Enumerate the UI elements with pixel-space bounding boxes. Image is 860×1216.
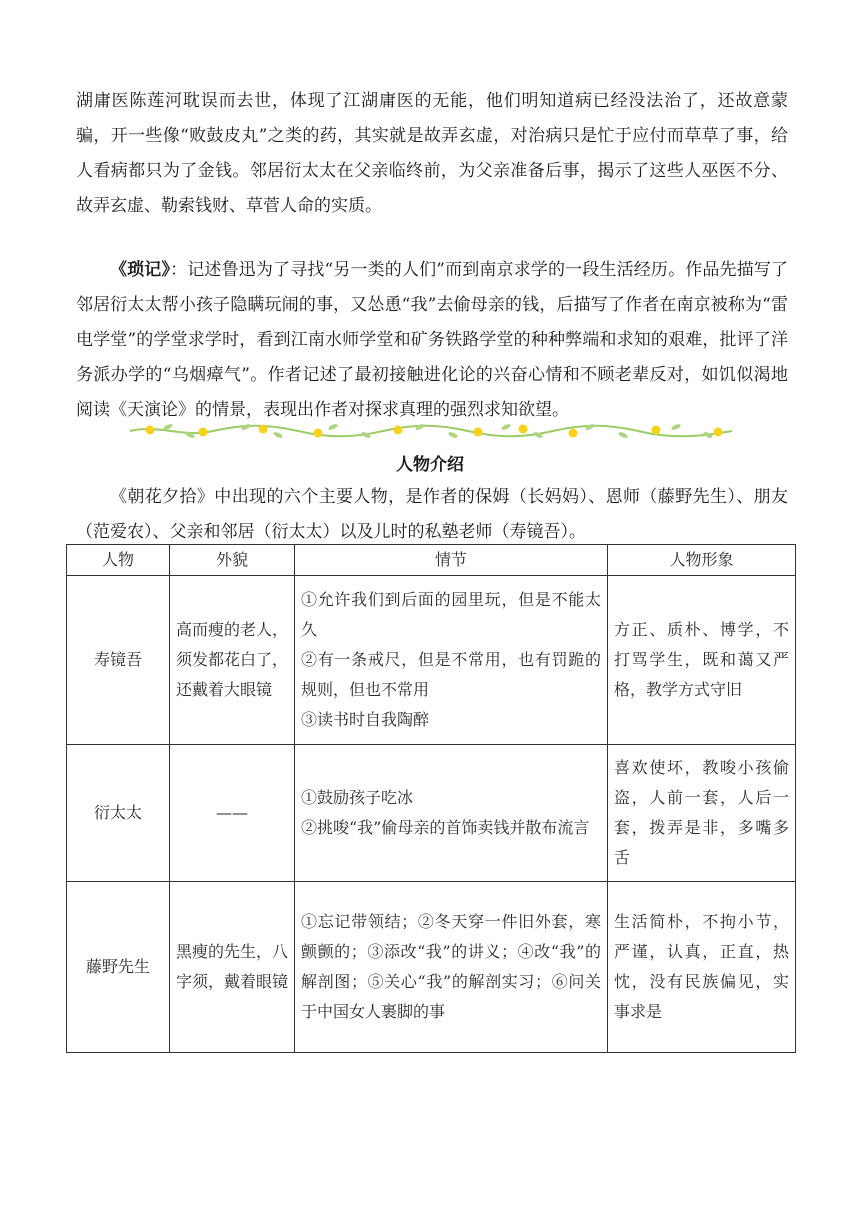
cell-image: 喜欢使坏，教唆小孩偷盗，人前一套，人后一套，拨弄是非，多嘴多舌: [608, 745, 796, 882]
plot-item: ②有一条戒尺，但是不常用，也有罚跪的规则，但也不常用: [301, 650, 601, 699]
cell-name: 衍太太: [67, 745, 170, 882]
cell-plot: [295, 882, 608, 1053]
table-row: [67, 576, 796, 745]
plot-item: ②挑唆“我”偷母亲的首饰卖钱并散布流言: [301, 818, 590, 837]
header-image: 人物形象: [608, 545, 796, 576]
vine-flower-divider-icon: [128, 420, 734, 442]
table-row: [67, 745, 796, 882]
section-intro: 《朝花夕拾》中出现的六个主要人物，是作者的保姆（长妈妈）、恩师（藤野先生）、朋友（范爱农）、父亲和邻居（衍太太）以及儿时的私塾老师（寿镜吾）。: [76, 487, 788, 542]
section-title: 人物介绍: [396, 455, 464, 475]
paragraph-suoji: [76, 253, 788, 428]
plot-item: ①允许我们到后面的园里玩，但是不能太久: [301, 590, 601, 639]
cell-looks: 黑瘦的先生，八字须，戴着眼镜: [170, 882, 295, 1053]
character-table: [66, 544, 796, 1053]
cell-name: 藤野先生: [67, 882, 170, 1053]
table-row: [67, 882, 796, 1053]
cell-looks: 高而瘦的老人，须发都花白了，还戴着大眼镜: [170, 576, 295, 745]
plot-item: ③读书时自我陶醉: [301, 710, 430, 729]
plot-item: ①鼓励孩子吃冰: [301, 788, 414, 807]
header-name: 人物: [67, 545, 170, 576]
paragraph-doctor: 湖庸医陈莲河耽误而去世，体现了江湖庸医的无能，他们明知道病已经没法治了，还故意蒙骗，开一些像“败鼓皮丸”之类的药，其实就是故弄玄虚，对治病只是忙于应付而草草了事，给人看病都只为了金钱。邻居衍太太在父亲临终前，为父亲准备后事，揭示了这些人巫医不分、故弄玄虚、勒索钱财、草菅人命的实质。: [76, 91, 788, 216]
cell-image: 生活简朴，不拘小节，严谨，认真，正直，热忱，没有民族偏见，实事求是: [608, 882, 796, 1053]
header-looks: 外貌: [170, 545, 295, 576]
suoji-body: ：记述鲁迅为了寻找“另一类的人们”而到南京求学的一段生活经历。作品先描写了邻居衍太太帮小孩子隐瞒玩闹的事，又怂恿“我”去偷母亲的钱，后描写了作者在南京被称为“雷电学堂”的学堂求学时，看到江南水师学堂和矿务铁路学堂的种种弊端和求知的艰难，批评了洋务派办学的“乌烟瘴气”。作者记述了最初接触进化论的兴奋心情和不顾老辈反对，如饥似渴地阅读《天演论》的情景，表现出作者对探求真理的强烈求知欲望。: [76, 260, 789, 420]
header-plot: 情节: [295, 545, 608, 576]
plot-item: ①忘记带领结；②冬天穿一件旧外套，寒颤颤的；③添改“我”的讲义；④改“我”的解剖图；⑤关心“我”的解剖实习；⑥问关于中国女人裹脚的事: [301, 912, 601, 1021]
cell-looks: ——: [170, 745, 295, 882]
cell-image: 方正、质朴、博学，不打骂学生，既和蔼又严格，教学方式守旧: [608, 576, 796, 745]
cell-plot: [295, 576, 608, 745]
cell-name: 寿镜吾: [67, 576, 170, 745]
table-header-row: [67, 545, 796, 576]
suoji-title: 《琐记》: [110, 260, 171, 280]
cell-plot: [295, 745, 608, 882]
